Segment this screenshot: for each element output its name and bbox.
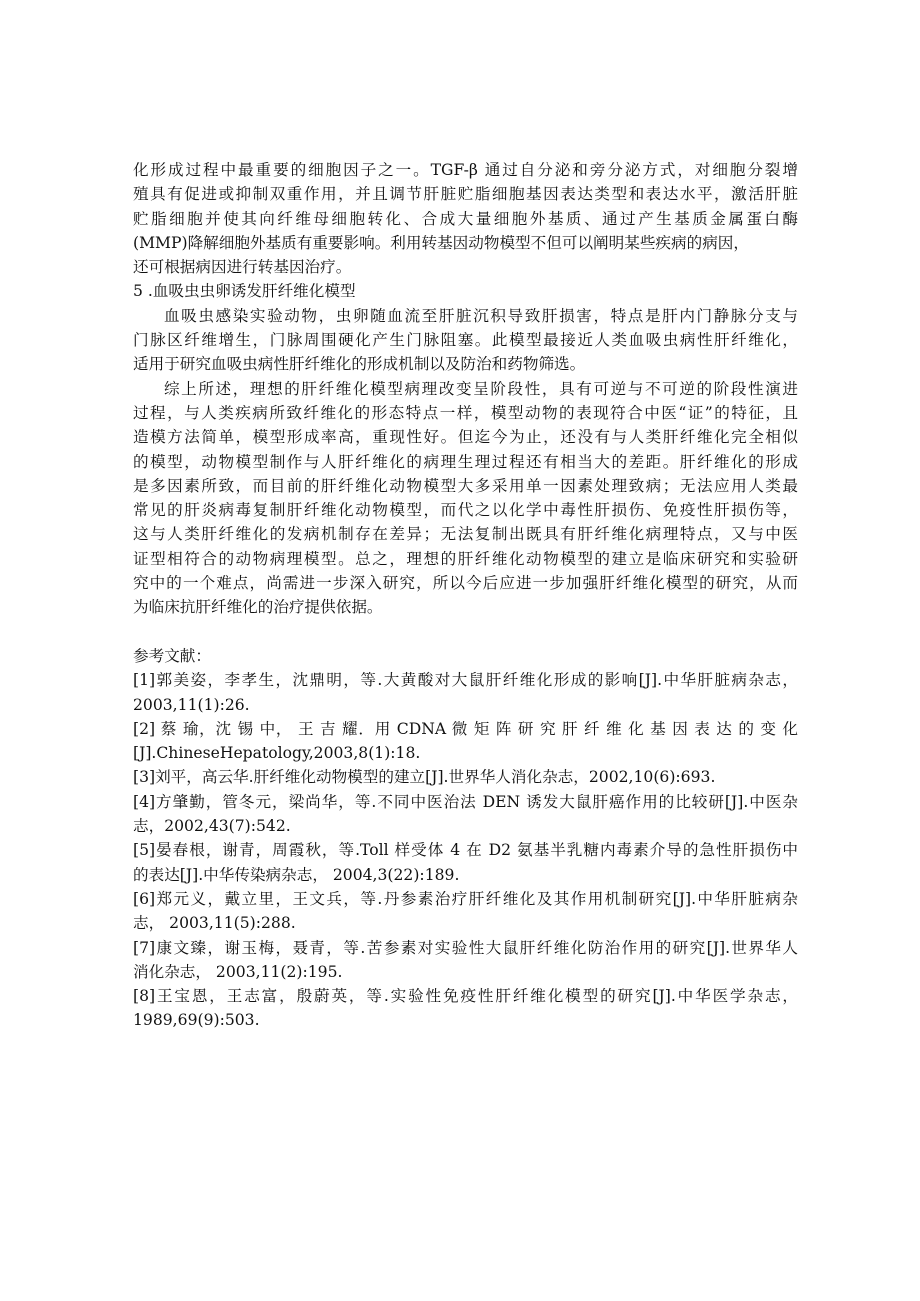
text-line: 贮脂细胞并使其向纤维母细胞转化、合成大量细胞外基质、通过产生基质金属蛋白酶 [133,209,798,228]
text-line: 殖具有促进或抑制双重作用，并且调节肝脏贮脂细胞基因表达类型和表达水平，激活肝脏 [133,185,798,204]
reference-line: 1989,69(9):503. [133,1011,260,1030]
references-heading: 参考文献： [133,646,211,665]
reference-line: 志，2002,43(7):542. [133,817,291,836]
reference-line: [8]王宝恩，王志富，殷蔚英，等.实验性免疫性肝纤维化模型的研究[J].中华医学杂志， [133,987,798,1006]
text-line: 造模方法简单，模型形成率高，重现性好。但迄今为止，还没有与人类肝纤维化完全相似 [133,428,798,447]
text-line: 是多因素所致，而目前的肝纤维化动物模型大多采用单一因素处理致病；无法应用人类最 [133,476,798,495]
summary-paragraph [133,377,798,620]
reference-entry [133,765,798,789]
reference-line: [3]刘平，高云华.肝纤维化动物模型的建立[J].世界华人消化杂志，2002,10(6):693. [133,768,716,787]
reference-line: [7]康文臻，谢玉梅，聂青，等.苦参素对实验性大鼠肝纤维化防治作用的研究[J].世界华人 [133,938,798,957]
document-page [133,158,798,1033]
reference-entry [133,838,798,887]
reference-entry [133,790,798,839]
reference-line: 2003,11(1):26. [133,695,250,714]
section5-paragraph [133,304,798,377]
text-line: (MMP)降解细胞外基质有重要影响。利用转基因动物模型不但可以阐明某些疾病的病因， [133,233,749,252]
text-line: 常见的肝炎病毒复制肝纤维化动物模型，而代之以化学中毒性肝损伤、免疫性肝损伤等， [133,501,798,520]
text-line: 证型相符合的动物病理模型。总之，理想的肝纤维化动物模型的建立是临床研究和实验研 [133,549,798,568]
reference-line: 志， 2003,11(5):288. [133,914,296,933]
text-line: 还可根据病因进行转基因治疗。 [133,258,352,277]
reference-line: [6]郑元义，戴立里，王文兵，等.丹参素治疗肝纤维化及其作用机制研究[J].中华肝脏病杂 [133,889,798,908]
reference-line: [4]方肇勤，管冬元，梁尚华，等.不同中医治法 DEN 诱发大鼠肝癌作用的比较研[J].中医杂 [133,792,798,811]
text-line: 综上所述，理想的肝纤维化模型病理改变呈阶段性，具有可逆与不可逆的阶段性演进 [164,379,798,398]
reference-line: [J].ChineseHepatology,2003,8(1):18. [133,744,421,763]
reference-entry [133,717,798,766]
text-line: 究中的一个难点，尚需进一步深入研究，所以今后应进一步加强肝纤维化模型的研究，从而 [133,574,798,593]
reference-entry [133,887,798,936]
blank-line [133,620,798,644]
text-line: 为临床抗肝纤维化的治疗提供依据。 [133,598,383,617]
reference-entry [133,936,798,985]
reference-line: 消化杂志， 2003,11(2):195. [133,962,343,981]
intro-paragraph [133,158,798,279]
text-line: 的模型，动物模型制作与人肝纤维化的病理生理过程还有相当大的差距。肝纤维化的形成 [133,452,798,471]
reference-entry [133,668,798,717]
text-line: 血吸虫感染实验动物，虫卵随血流至肝脏沉积导致肝损害，特点是肝内门静脉分支与 [164,306,798,325]
reference-line: 的表达[J].中华传染病杂志， 2004,3(22):189. [133,865,460,884]
text-line: 门脉区纤维增生，门脉周围硬化产生门脉阻塞。此模型最接近人类血吸虫病性肝纤维化， [133,331,798,350]
section-heading: 5 .血吸虫虫卵诱发肝纤维化模型 [133,282,356,301]
text-line: 化形成过程中最重要的细胞因子之一。TGF-β 通过自分泌和旁分泌方式，对细胞分裂增 [133,161,798,179]
reference-line: [2] 蔡 瑜，沈 锡 中， 王 吉 耀．用 CDNA 微 矩 阵 研 究 肝 纤 维 化 基 因 表 达 的 变 化 [133,719,798,738]
text-line: 这与人类肝纤维化的发病机制存在差异；无法复制出既具有肝纤维化病理特点，又与中医 [133,525,798,544]
reference-entry [133,984,798,1033]
reference-line: [5]晏春根，谢青，周霞秋，等.Toll 样受体 4 在 D2 氨基半乳糖内毒素介导的急性肝损伤中 [133,841,798,860]
text-line: 适用于研究血吸虫病性肝纤维化的形成机制以及防治和药物筛选。 [133,355,586,374]
reference-line: [1]郭美姿，李孝生，沈鼎明，等.大黄酸对大鼠肝纤维化形成的影响[J].中华肝脏病杂志， [133,671,798,690]
text-line: 过程，与人类疾病所致纤维化的形态特点一样，模型动物的表现符合中医“证”的特征，且 [133,403,798,422]
